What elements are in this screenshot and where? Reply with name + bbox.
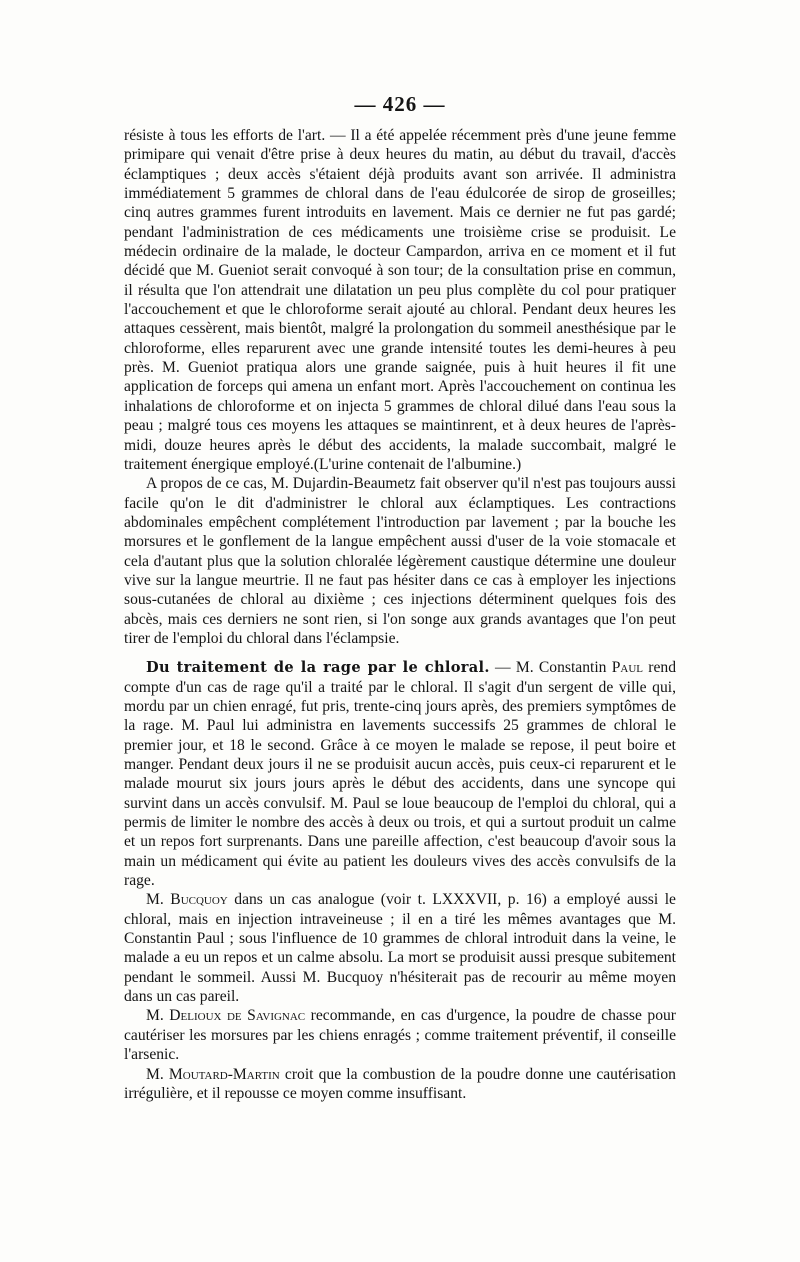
paragraph-prefix: M. xyxy=(146,891,171,909)
body-text xyxy=(124,126,676,1103)
author-name: Paul xyxy=(611,659,644,677)
paragraph-dujardin-beaumetz xyxy=(124,474,676,648)
section-heading: Du traitement de la rage par le chloral. xyxy=(146,659,490,677)
paragraph-text: croit que la combustion de la poudre donne une cautérisation irrégulière, et il repousse ce moyen comme insuffisant. xyxy=(124,1065,676,1102)
author-name: Delioux de Savignac xyxy=(169,1007,306,1025)
author-name: Moutard-Martin xyxy=(168,1065,280,1083)
paragraph-prefix: M. xyxy=(146,1065,169,1083)
paragraph-text: résiste à tous les efforts de l'art. — Il a été appelée récemment près d'une jeune femme primipare qui venait d'être prise à deux heures du matin, au début du travail, d'accès éclamptiques ; deux accès s'étaient déjà produits avant son arrivée. Il administra immédiatement 5 grammes de chloral dans de l'eau édulcorée de sirop de groseilles; cinq autres grammes furent introduits en lavement. Mais ce dernier ne fut pas gardé; pendant l'administration de ces médicaments une troisième crise se produisit. Le médecin ordinaire de la malade, le docteur Campardon, arriva en ce moment et il fut décidé que M. Gueniot serait convoqué à son tour; de la consultation prise en commun, il résulta que l'on attendrait une dilatation un peu plus complète du col pour pratiquer l'accouchement et que le chloroforme serait ajouté au chloral. Pendant deux heures les attaques cessèrent, mais bientôt, malgré la prolongation du sommeil anesthésique par le chloroforme, elles reparurent avec une grande intensité toutes les demi-heures à peu près. M. Gueniot pratiqua alors une grande saignée, puis à huit heures il fit une application de forceps qui amena un enfant mort. Après l'accouchement on continua les inhalations de chloroforme et on injecta 5 grammes de chloral dilué dans l'eau sous la peau ; malgré tous ces moyens les attaques se maintinrent, et à deux heures de l'après-midi, douze heures après le début des accidents, la malade succombait, malgré le traitement énergique employé.(L'urine contenait de l'albumine.) xyxy=(124,127,676,473)
paragraph-text: recommande, en cas d'urgence, la poudre de chasse pour cautériser les morsures par les chiens enragés ; comme traitement préventif, il conseille l'arsenic. xyxy=(124,1007,676,1064)
paragraph-delioux xyxy=(124,1006,676,1064)
paragraph-rage-treatment xyxy=(124,658,676,890)
paragraph-prefix: M. xyxy=(146,1007,170,1025)
paragraph-moutard-martin xyxy=(124,1065,676,1104)
paragraph-text: rend compte d'un cas de rage qu'il a traité par le chloral. Il s'agit d'un sergent de ville qui, mordu par un chien enragé, fut pris, trente-cinq jours après, des premiers symptômes de la rage. M. Paul lui administra en lavements successifs 25 grammes de chloral le premier jour, et 18 le second. Grâce à ce moyen le malade se repose, il peut boire et manger. Pendant deux jours il ne se produisit aucun accès, puis ceux-ci reparurent et le malade mourut six jours jours après le début des accidents, dans une syncope qui survint dans un accès convulsif. M. Paul se loue beaucoup de l'emploi du chloral, qui a permis de limiter le nombre des accès à deux ou trois, et qui a surtout produit un calme et un repos fort surprenants. Dans une pareille affection, c'est beaucoup d'avoir sous la main un médicament qui évite au patient les douleurs vives des accès convulsifs de la rage. xyxy=(124,659,677,890)
heading-continuation: — M. Constantin xyxy=(489,659,612,677)
paragraph-text: A propos de ce cas, M. Dujardin-Beaumetz fait observer qu'il n'est pas toujours aussi facile qu'on le dit d'administrer le chloral aux éclamptiques. Les contractions abdominales empêchent complétement l'introduction par lavement ; par la bouche les morsures et le gonflement de la langue empêchent aussi d'user de la voie stomacale et cela d'autant plus que la solution chloralée légèrement caustique détermine une douleur vive sur la langue meurtrie. Il ne faut pas hésiter dans ce cas à employer les injections sous-cutanées de chloral au dixième ; ces injections déterminent quelques fois des abcès, mais ces derniers ne sont rien, si l'on songe aux grands avantages que l'on peut tirer de l'emploi du chloral dans l'éclampsie. xyxy=(124,475,676,647)
page-number: — 426 — xyxy=(354,92,446,116)
paragraph-bucquoy xyxy=(124,890,676,1006)
paragraph-eclampsia-case xyxy=(124,126,676,474)
paragraph-text: dans un cas analogue (voir t. LXXXVII, p. 16) a employé aussi le chloral, mais en injection intraveineuse ; il en a tiré les mêmes avantages que M. Constantin Paul ; sous l'influence de 10 grammes de chloral introduit dans la veine, le malade a eu un repos et un calme absolu. La mort se produisit aussi presque subitement pendant le sommeil. Aussi M. Bucquoy n'hésiterait pas de recourir au même moyen dans un cas pareil. xyxy=(124,891,676,1006)
author-name: Bucquoy xyxy=(170,891,228,909)
